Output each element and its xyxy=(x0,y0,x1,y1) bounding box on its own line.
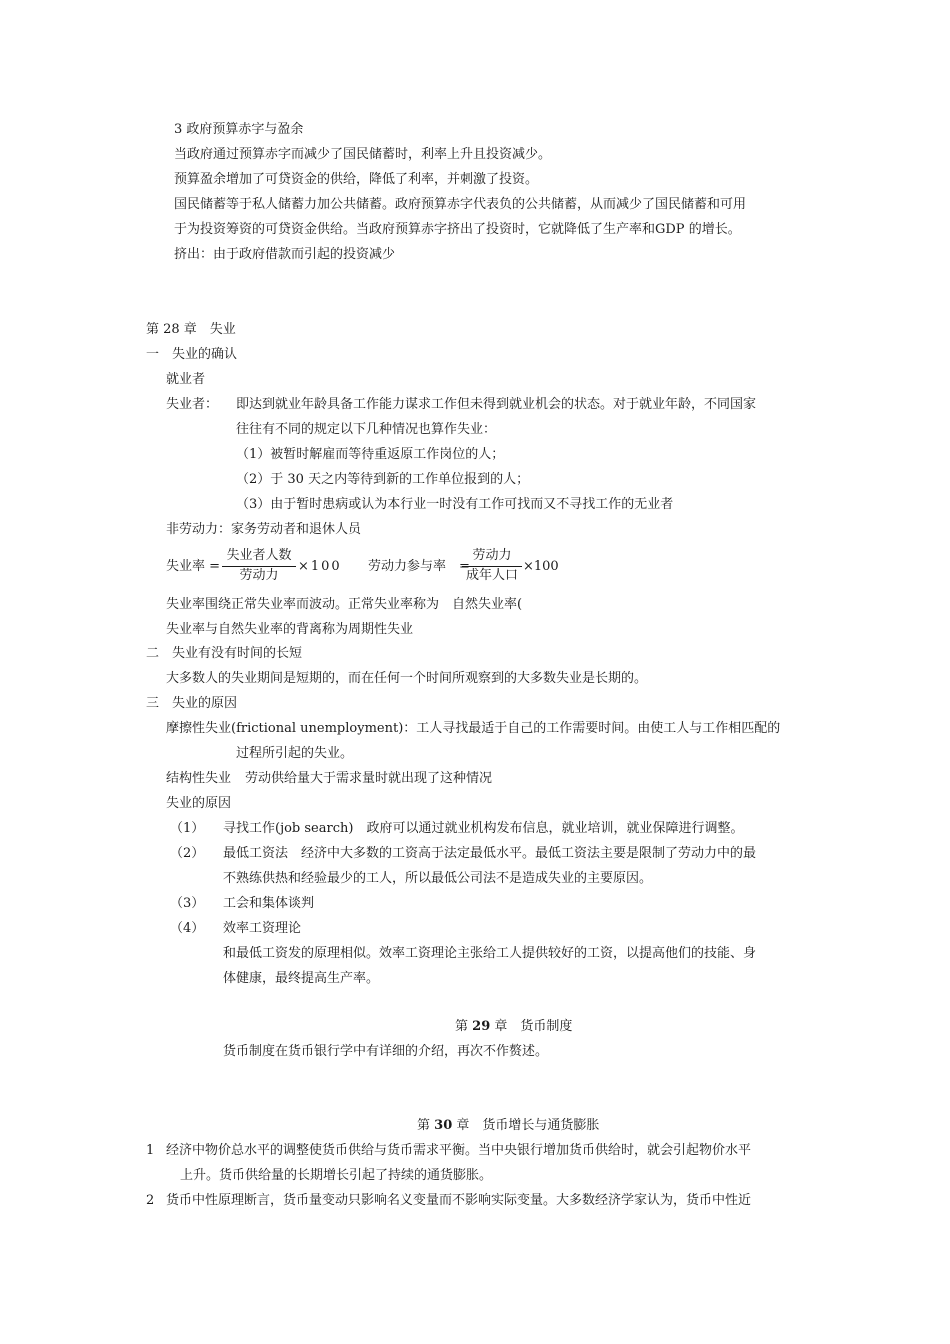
paragraph-line: 劳动供给量大于需求量时就出现了这种情况 xyxy=(245,771,493,786)
list-item: 货币中性原理断言，货币量变动只影响名义变量而不影响实际变量。大多数经济学家认为，货币中性近 xyxy=(166,1193,752,1208)
paragraph-line: 于为投资筹资的可贷资金供给。当政府预算赤字挤出了投资时，它就降低了生产率和GDP 的增长。 xyxy=(174,222,741,237)
paragraph-line: 货币制度在货币银行学中有详细的介绍，再次不作赘述。 xyxy=(223,1044,549,1059)
chapter-title-prefix: 第 xyxy=(417,1118,431,1133)
chapter-title xyxy=(455,1018,572,1036)
chapter-title xyxy=(417,1117,599,1135)
chapter-number: 29 xyxy=(472,1019,491,1034)
paragraph-line: 过程所引起的失业。 xyxy=(236,746,354,761)
list-item: 工会和集体谈判 xyxy=(223,896,315,911)
paragraph-line: 挤出：由于政府借款而引起的投资减少 xyxy=(174,247,396,262)
section-heading: 3 政府预算赤字与盈余 xyxy=(174,122,304,137)
term-label: 就业者 xyxy=(166,372,206,387)
term-label: 失业者： xyxy=(166,397,219,412)
list-item: 寻找工作(job search) 政府可以通过就业机构发布信息，就业培训，就业保障进行调整。 xyxy=(223,821,744,836)
list-item: 最低工资法 经济中大多数的工资高于法定最低水平。最低工资法主要是限制了劳动力中的最 xyxy=(223,846,757,861)
definition-line: 非劳动力：家务劳动者和退休人员 xyxy=(166,522,362,537)
formula-numerator: 劳动力 xyxy=(472,548,512,563)
paragraph-line: 摩擦性失业(frictional unemployment)：工人寻找最适于自己的工作需要时间。由使工人与工作相匹配的 xyxy=(166,721,781,736)
part-title: 二 失业有没有时间的长短 xyxy=(146,646,303,661)
fraction-bar xyxy=(222,566,296,567)
list-item: （3）由于暂时患病或认为本行业一时没有工作可找而又不寻找工作的无业者 xyxy=(236,497,674,512)
chapter-title-text: 章 货币制度 xyxy=(494,1019,573,1034)
formula-suffix: ×100 xyxy=(523,559,559,574)
list-item: 上升。货币供给量的长期增长引起了持续的通货膨胀。 xyxy=(180,1168,493,1183)
paragraph-line: 国民储蓄等于私人储蓄力加公共储蓄。政府预算赤字代表负的公共储蓄，从而减少了国民储蓄和可用 xyxy=(174,197,747,212)
list-item: 不熟练供热和经验最少的工人，所以最低公司法不是造成失业的主要原因。 xyxy=(223,871,653,886)
list-item: 和最低工资发的原理相似。效率工资理论主张给工人提供较好的工资，以提高他们的技能、身 xyxy=(223,946,757,961)
chapter-number: 30 xyxy=(434,1118,453,1133)
list-number: （4） xyxy=(170,921,205,936)
list-number: （2） xyxy=(170,846,205,861)
list-item: 经济中物价总水平的调整使货币供给与货币需求平衡。当中央银行增加货币供给时，就会引起物价水平 xyxy=(166,1143,752,1158)
list-item: （2）于 30 天之内等待到新的工作单位报到的人； xyxy=(236,472,530,487)
list-number: 2 xyxy=(146,1193,155,1208)
paragraph-line: 失业率围绕正常失业率而波动。正常失业率称为 自然失业率( xyxy=(166,597,523,612)
fraction-bar xyxy=(462,566,522,567)
formula-denominator: 劳动力 xyxy=(239,568,279,583)
chapter-title-prefix: 第 xyxy=(455,1019,469,1034)
list-item: 效率工资理论 xyxy=(223,921,302,936)
formula-lhs: 劳动力参与率 = xyxy=(368,559,470,574)
chapter-title-text: 章 货币增长与通货膨胀 xyxy=(456,1118,600,1133)
part-title: 三 失业的原因 xyxy=(146,696,238,711)
paragraph-line: 当政府通过预算赤字而减少了国民储蓄时，利率上升且投资减少。 xyxy=(174,147,552,162)
paragraph-line: 预算盈余增加了可贷资金的供给，降低了利率，并刺激了投资。 xyxy=(174,172,539,187)
formula-denominator: 成年人口 xyxy=(465,568,518,583)
formula-suffix: ×100 xyxy=(298,559,342,574)
list-item: （1）被暂时解雇而等待重返原工作岗位的人； xyxy=(236,447,505,462)
chapter-title: 第 28 章 失业 xyxy=(146,322,236,337)
paragraph-line: 失业率与自然失业率的背离称为周期性失业 xyxy=(166,622,414,637)
list-number: （3） xyxy=(170,896,205,911)
definition-line: 即达到就业年龄具备工作能力谋求工作但未得到就业机会的状态。对于就业年龄，不同国家 xyxy=(236,397,757,412)
list-number: （1） xyxy=(170,821,205,836)
definition-line: 往往有不同的规定以下几种情况也算作失业： xyxy=(236,422,497,437)
formula-numerator: 失业者人数 xyxy=(226,548,292,563)
formula-lhs: 失业率 = xyxy=(166,559,221,574)
term-label: 结构性失业 xyxy=(166,771,232,786)
paragraph-line: 大多数人的失业期间是短期的，而在任何一个时间所观察到的大多数失业是长期的。 xyxy=(166,671,648,686)
list-item: 体健康，最终提高生产率。 xyxy=(223,971,380,986)
part-title: 一 失业的确认 xyxy=(146,347,238,362)
list-number: 1 xyxy=(146,1143,155,1158)
subsection-title: 失业的原因 xyxy=(166,796,232,811)
